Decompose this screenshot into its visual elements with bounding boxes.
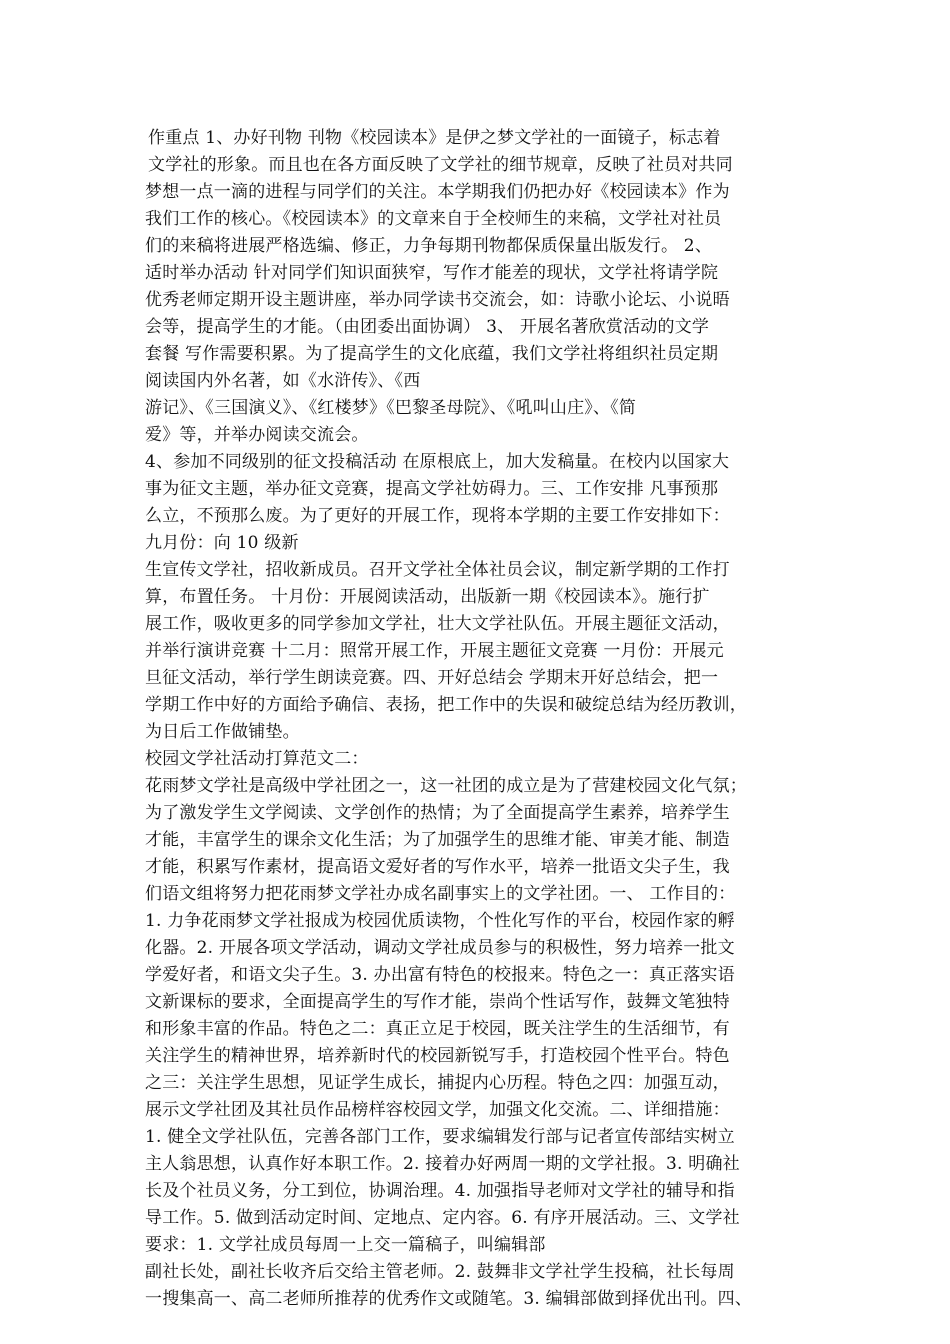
text-line: 关注学生的精神世界，培养新时代的校园新锐写手，打造校园个性平台。特色: [145, 1046, 730, 1066]
text-line: 主人翁思想，认真作好本职工作。2. 接着办好两周一期的文学社报。3. 明确社: [145, 1154, 740, 1174]
text-line: 4、参加不同级别的征文投稿活动 在原根底上，加大发稿量。在校内以国家大: [145, 452, 730, 472]
text-line: 文新课标的要求，全面提高学生的写作才能，崇尚个性话写作，鼓舞文笔独特: [145, 992, 730, 1012]
text-line: 算，布置任务。 十月份：开展阅读活动，出版新一期《校园读本》。施行扩: [145, 587, 710, 607]
section-heading: 校园文学社活动打算范文二：: [145, 749, 369, 769]
text-line: 我们工作的核心。《校园读本》的文章来自于全校师生的来稿，文学社对社员: [145, 209, 722, 229]
text-line: 生宣传文学社，招收新成员。召开文学社全体社员会议，制定新学期的工作打: [145, 560, 730, 580]
text-line: 化器。2. 开展各项文学活动，调动文学社成员参与的积极性，努力培养一批文: [145, 938, 735, 958]
text-line: 会等，提高学生的才能。（由团委出面协调） 3、 开展名著欣赏活动的文学: [145, 317, 710, 337]
text-line: 梦想一点一滴的进程与同学们的关注。本学期我们仍把办好《校园读本》作为: [145, 182, 730, 202]
text-line: 一搜集高一、高二老师所推荐的优秀作文或随笔。3. 编辑部做到择优出刊。四、: [145, 1289, 753, 1309]
text-line: 花雨梦文学社是高级中学社团之一，这一社团的成立是为了营建校园文化气氛；: [145, 776, 747, 796]
text-line: 要求：1. 文学社成员每周一上交一篇稿子，叫编辑部: [145, 1235, 546, 1255]
text-line: 为日后工作做铺垫。: [145, 722, 300, 742]
text-line: 游记》、《三国演义》、《红楼梦》《巴黎圣母院》、《吼叫山庄》、《简: [145, 398, 637, 418]
text-line: 长及个社员义务，分工到位，协调治理。4. 加强指导老师对文学社的辅导和指: [145, 1181, 735, 1201]
text-line: 九月份：向 10 级新: [145, 533, 299, 553]
text-line: 学期工作中好的方面给予确信、表扬，把工作中的失误和破绽总结为经历教训，: [145, 695, 747, 715]
text-line: 事为征文主题，举办征文竞赛，提高文学社妨碍力。三、工作安排 凡事预那: [145, 479, 719, 499]
text-line: 阅读国内外名著，如《水浒传》、《西: [145, 371, 421, 391]
text-line: 导工作。5. 做到活动定时间、定地点、定内容。6. 有序开展活动。三、文学社: [145, 1208, 740, 1228]
text-line: 旦征文活动，举行学生朗读竞赛。四、开好总结会 学期末开好总结会，把一: [145, 668, 719, 688]
text-line: 们的来稿将进展严格选编、修正，力争每期刊物都保质保量出版发行。 2、: [145, 236, 713, 256]
text-line: 才能，丰富学生的课余文化生活；为了加强学生的思维才能、审美才能、制造: [145, 830, 730, 850]
text-line: 副社长处，副社长收齐后交给主管老师。2. 鼓舞非文学社学生投稿，社长每周: [145, 1262, 735, 1282]
text-line: 套餐 写作需要积累。为了提高学生的文化底蕴，我们文学社将组织社员定期: [145, 344, 719, 364]
text-line: 学爱好者，和语文尖子生。3. 办出富有特色的校报来。特色之一：真正落实语: [145, 965, 735, 985]
text-line: 才能，积累写作素材，提高语文爱好者的写作水平，培养一批语文尖子生，我: [145, 857, 730, 877]
text-line: 并举行演讲竞赛 十二月：照常开展工作，开展主题征文竞赛 一月份：开展元: [145, 641, 724, 661]
text-line: 么立，不预那么废。为了更好的开展工作，现将本学期的主要工作安排如下：: [145, 506, 730, 526]
text-line: 爱》等，并举办阅读交流会。: [145, 425, 369, 445]
text-line: 1. 力争花雨梦文学社报成为校园优质读物，个性化写作的平台，校园作家的孵: [145, 911, 735, 931]
text-line: 为了激发学生文学阅读、文学创作的热情；为了全面提高学生素养，培养学生: [145, 803, 730, 823]
text-line: 展示文学社团及其社员作品榜样容校园文学，加强文化交流。二、详细措施：: [145, 1100, 730, 1120]
text-line: 和形象丰富的作品。特色之二：真正立足于校园，既关注学生的生活细节，有: [145, 1019, 730, 1039]
text-line: 作重点 1、办好刊物 刊物《校园读本》是伊之梦文学社的一面镜子，标志着: [148, 128, 721, 148]
document-body: [145, 125, 815, 1313]
text-line: 展工作，吸收更多的同学参加文学社，壮大文学社队伍。开展主题征文活动，: [145, 614, 730, 634]
text-line: 之三：关注学生思想，见证学生成长，捕捉内心历程。特色之四：加强互动，: [145, 1073, 730, 1093]
text-line: 适时举办活动 针对同学们知识面狭窄，写作才能差的现状，文学社将请学院: [145, 263, 719, 283]
text-line: 优秀老师定期开设主题讲座，举办同学读书交流会，如：诗歌小论坛、小说晤: [145, 290, 730, 310]
text-line: 1. 健全文学社队伍，完善各部门工作，要求编辑发行部与记者宣传部结实树立: [145, 1127, 735, 1147]
text-line: 们语文组将努力把花雨梦文学社办成名副事实上的文学社团。一、 工作目的：: [145, 884, 736, 904]
text-line: 文学社的形象。而且也在各方面反映了文学社的细节规章，反映了社员对共同: [148, 155, 733, 175]
